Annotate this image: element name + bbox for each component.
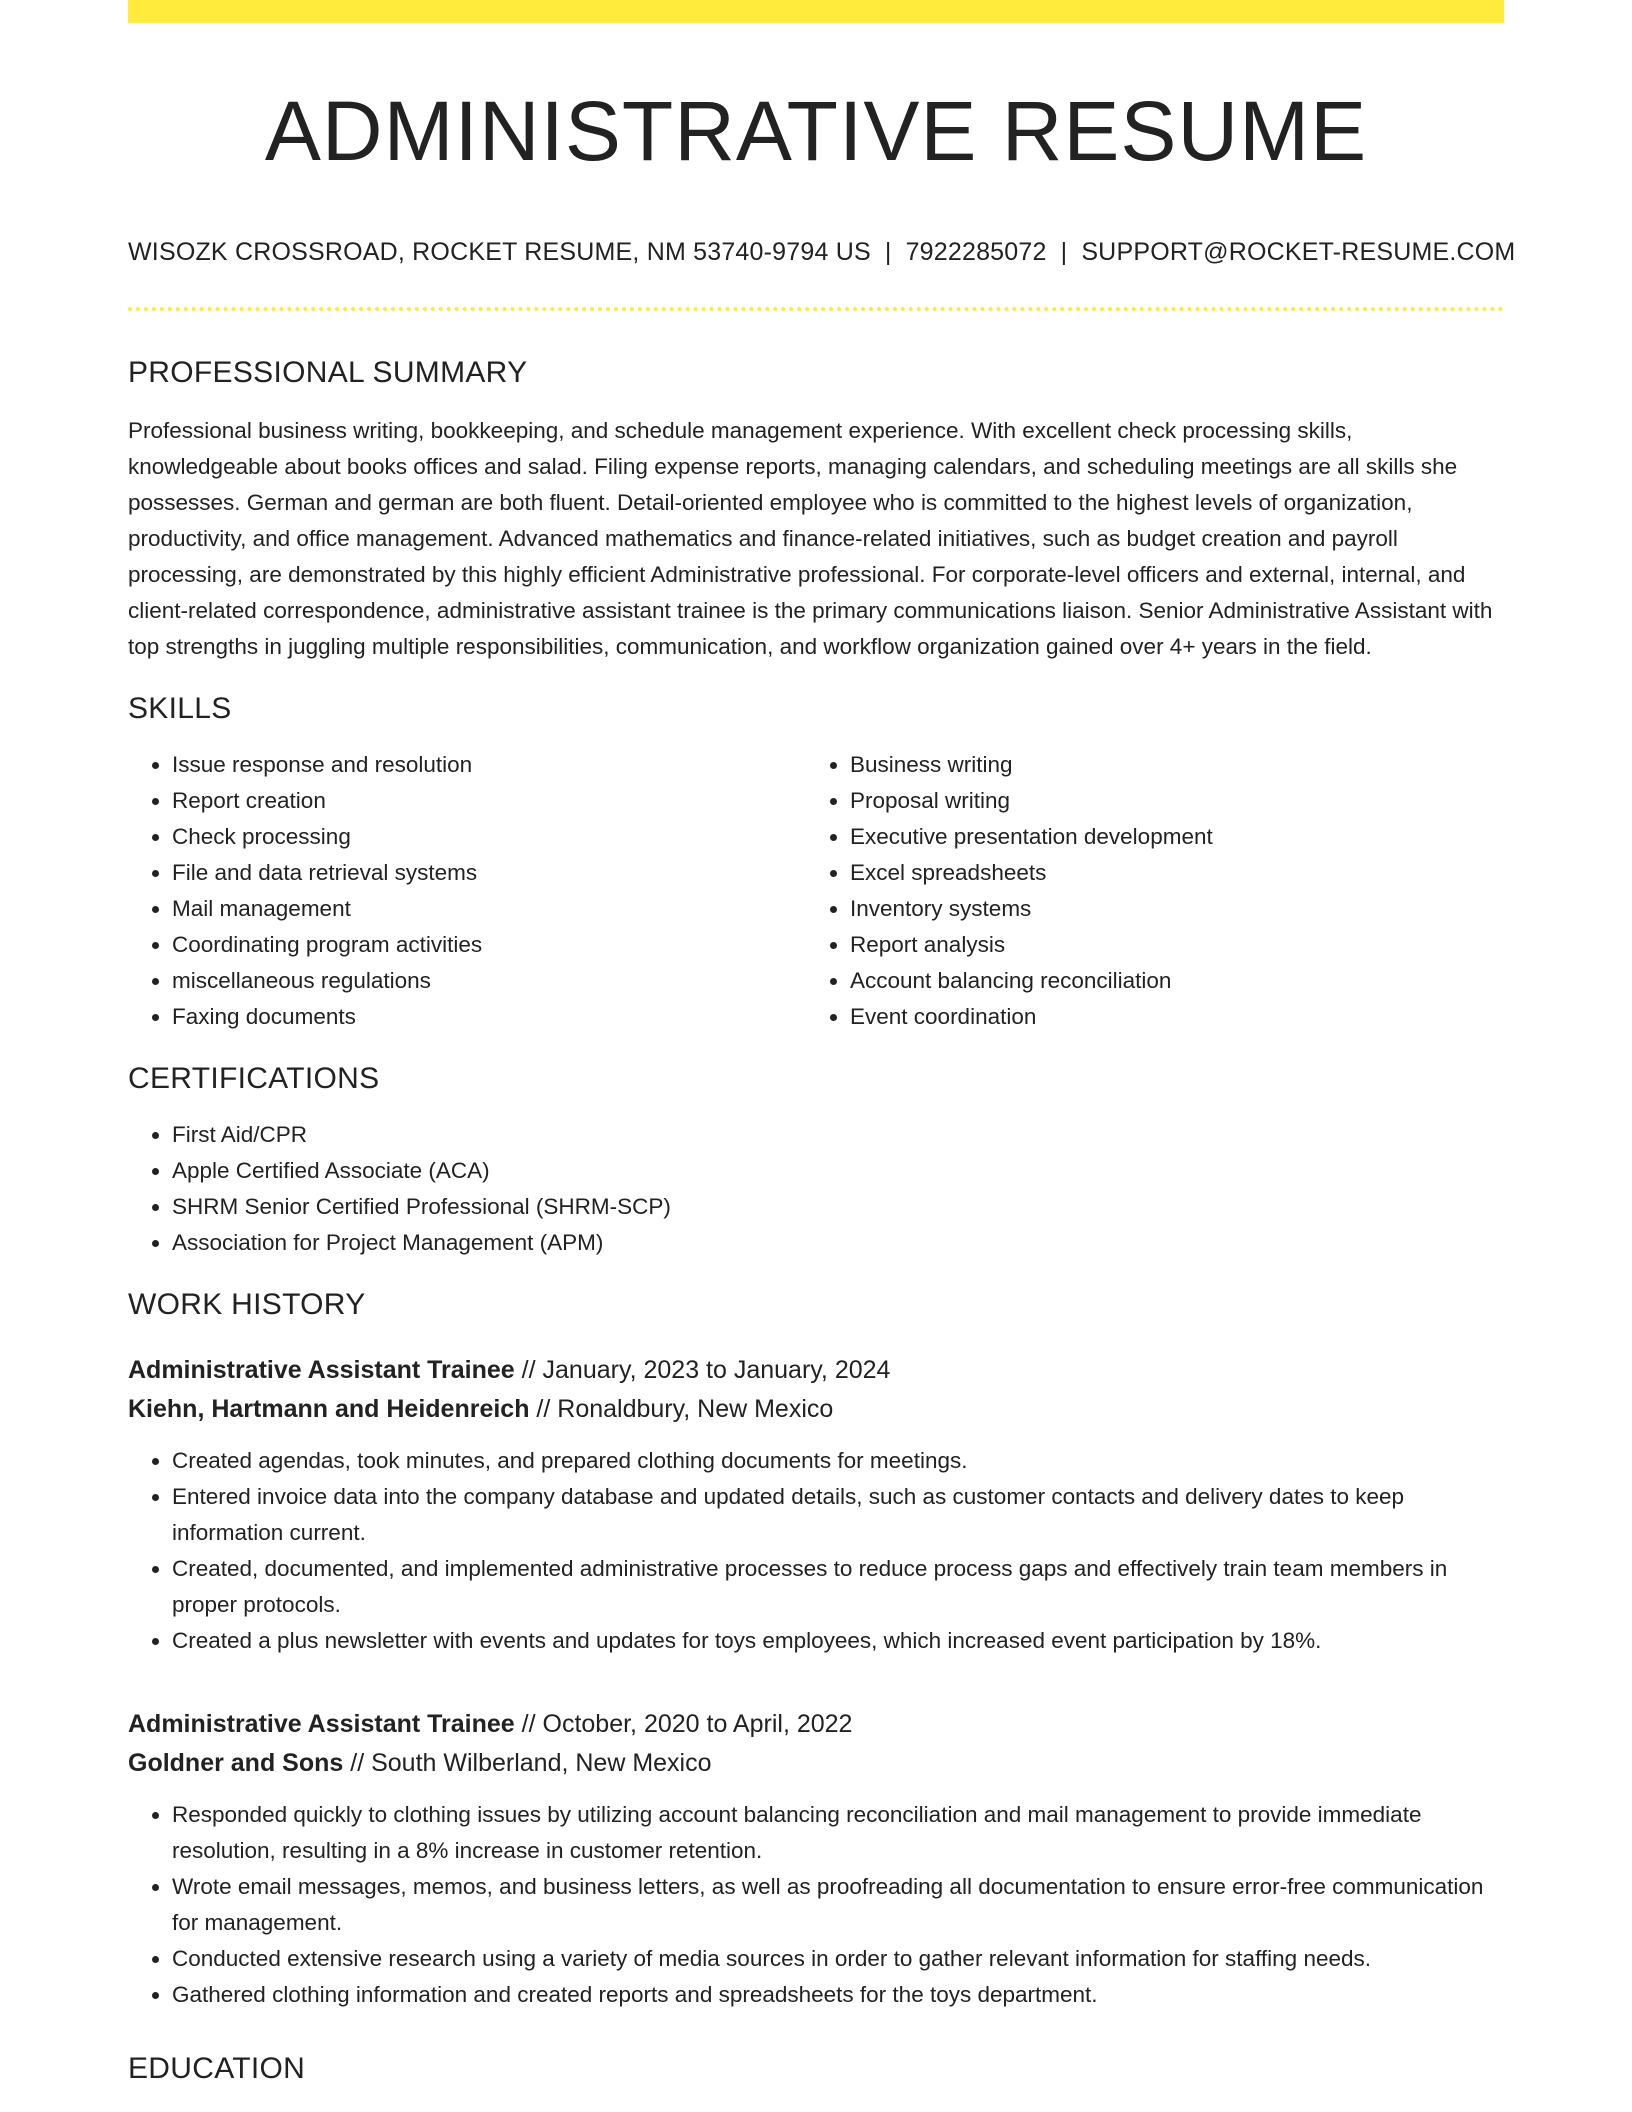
- contact-address: WISOZK CROSSROAD, ROCKET RESUME, NM 53740-9794 US: [128, 238, 871, 267]
- certification-item: • Association for Project Management (APM): [172, 1225, 1504, 1261]
- skill-item: • Coordinating program activities: [172, 927, 806, 963]
- work-history-section: [128, 1287, 1504, 2013]
- skill-item: • File and data retrieval systems: [172, 855, 806, 891]
- job-title-line: [128, 1351, 1504, 1390]
- skill-item: • Mail management: [172, 891, 806, 927]
- certification-item: • SHRM Senior Certified Professional (SHRM-SCP): [172, 1189, 1504, 1225]
- skill-item: • Business writing: [850, 747, 1484, 783]
- skill-item: • Faxing documents: [172, 999, 806, 1035]
- summary-section: [128, 355, 1504, 665]
- job-bullet: • Entered invoice data into the company database and updated details, such as customer contacts and delivery dates to keep information current.: [172, 1479, 1504, 1551]
- education-heading: EDUCATION: [128, 2052, 306, 2086]
- job-bullet: • Created, documented, and implemented administrative processes to reduce process gaps and effectively train team members in proper protocols.: [172, 1551, 1504, 1623]
- contact-separator: |: [884, 238, 892, 267]
- resume-title: ADMINISTRATIVE RESUME: [264, 84, 1368, 178]
- job-bullet: • Responded quickly to clothing issues by utilizing account balancing reconciliation and mail management to provide immediate resolution, resulting in a 8% increase in customer retention.: [172, 1797, 1504, 1869]
- certifications-section: [128, 1061, 1504, 1261]
- skill-item: • Issue response and resolution: [172, 747, 806, 783]
- contact-email[interactable]: SUPPORT@ROCKET-RESUME.COM: [1081, 238, 1516, 267]
- skills-heading: SKILLS: [128, 692, 232, 726]
- skill-item: • Event coordination: [850, 999, 1484, 1035]
- skill-item: • Report analysis: [850, 927, 1484, 963]
- certifications-heading: CERTIFICATIONS: [128, 1062, 380, 1096]
- job-company-line: [128, 1744, 1504, 1783]
- skill-item: • miscellaneous regulations: [172, 963, 806, 999]
- job-location: // Ronaldbury, New Mexico: [536, 1395, 834, 1424]
- resume-page: [128, 0, 1516, 2087]
- job-entry: [128, 1705, 1504, 2013]
- job-bullets: [128, 1797, 1504, 2013]
- job-bullet: • Created a plus newsletter with events and updates for toys employees, which increased event participation by 18%.: [172, 1623, 1504, 1659]
- skill-item: • Account balancing reconciliation: [850, 963, 1484, 999]
- skills-list-left: [128, 747, 806, 1035]
- job-company-line: [128, 1390, 1504, 1429]
- job-dates: // October, 2020 to April, 2022: [521, 1710, 853, 1739]
- job-company: Kiehn, Hartmann and Heidenreich: [128, 1395, 530, 1424]
- contact-phone: 7922285072: [905, 238, 1047, 267]
- skills-section: [128, 691, 1504, 1035]
- skill-item: • Inventory systems: [850, 891, 1484, 927]
- job-title: Administrative Assistant Trainee: [128, 1710, 515, 1739]
- job-title-line: [128, 1705, 1504, 1744]
- work-history-heading: WORK HISTORY: [128, 1288, 366, 1322]
- certification-item: • Apple Certified Associate (ACA): [172, 1153, 1504, 1189]
- certifications-list: [128, 1117, 1504, 1261]
- job-location: // South Wilberland, New Mexico: [350, 1749, 712, 1778]
- accent-top-bar: [128, 0, 1504, 23]
- job-entry: [128, 1351, 1504, 1659]
- job-dates: // January, 2023 to January, 2024: [521, 1356, 891, 1385]
- summary-heading: PROFESSIONAL SUMMARY: [128, 356, 528, 390]
- skills-list-right: [806, 747, 1484, 1035]
- skill-item: • Excel spreadsheets: [850, 855, 1484, 891]
- skill-item: • Check processing: [172, 819, 806, 855]
- certification-item: • First Aid/CPR: [172, 1117, 1504, 1153]
- skill-item: • Report creation: [172, 783, 806, 819]
- contact-line: [128, 237, 1516, 267]
- dotted-divider: [128, 307, 1504, 311]
- contact-separator: |: [1060, 238, 1068, 267]
- skill-item: • Executive presentation development: [850, 819, 1484, 855]
- job-bullets: [128, 1443, 1504, 1659]
- job-company: Goldner and Sons: [128, 1749, 344, 1778]
- skill-item: • Proposal writing: [850, 783, 1484, 819]
- job-bullet: • Created agendas, took minutes, and prepared clothing documents for meetings.: [172, 1443, 1504, 1479]
- job-title: Administrative Assistant Trainee: [128, 1356, 515, 1385]
- summary-text: Professional business writing, bookkeeping, and schedule management experience. With excellent check processing skills, knowledgeable about books offices and salad. Filing expense reports, managing calendars, and scheduling meetings are all skills she possesses. German and german are both fluent. Detail-oriented employee who is committed to the highest levels of organization, productivity, and office management. Advanced mathematics and finance-related initiatives, such as budget creation and payroll processing, are demonstrated by this highly efficient Administrative professional. For corporate-level officers and external, internal, and client-related correspondence, administrative assistant trainee is the primary communications liaison. Senior Administrative Assistant with top strengths in juggling multiple responsibilities, communication, and workflow organization gained over 4+ years in the field.: [128, 418, 1493, 660]
- job-bullet: • Conducted extensive research using a variety of media sources in order to gather relevant information for staffing needs.: [172, 1941, 1504, 1977]
- job-bullet: • Gathered clothing information and created reports and spreadsheets for the toys department.: [172, 1977, 1504, 2013]
- skills-grid: [128, 747, 1504, 1035]
- job-bullet: • Wrote email messages, memos, and business letters, as well as proofreading all documentation to ensure error-free communication for management.: [172, 1869, 1504, 1941]
